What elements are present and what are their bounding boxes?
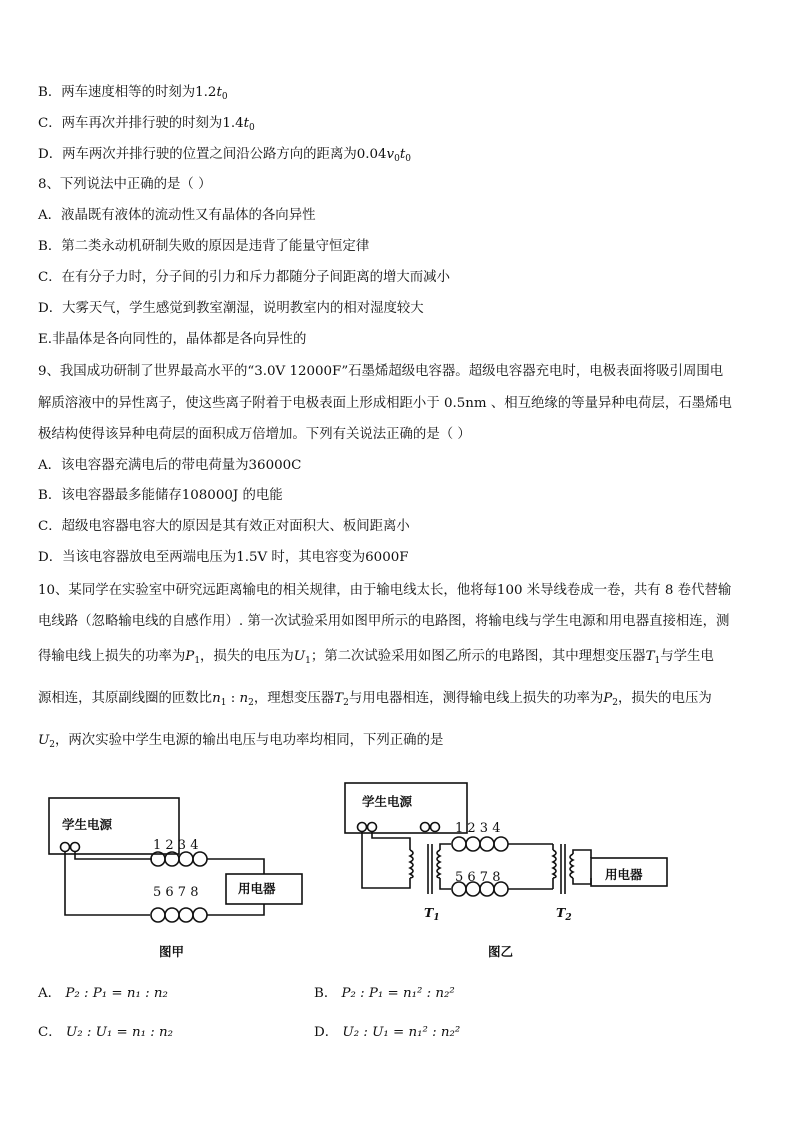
q7-option-d: D．两车两次并排行驶的位置之间沿公路方向的距离为$0.04v_0t_0$ [38, 147, 411, 164]
answer-a: A． P₂ : P₁ = n₁ : n₂ [38, 986, 168, 1001]
q8-stem: 8、下列说法中正确的是（ ） [38, 177, 212, 192]
q10-stem-line3: 得输电线上损失的功率为$P_1$，损失的电压为$U_1$；第二次试验采用如图乙所示的电路图，其中理想变压器$T_1$与学生电 [38, 649, 714, 666]
q9-option-a: A．该电容器充满电后的带电荷量为36000C [38, 458, 302, 473]
terminal-right [71, 843, 80, 852]
q9-stem-line2: 解质溶液中的异性离子，使这些离子附着于电极表面上形成相距小于 0.5nm 、相互绝缘的等量异种电荷层，石墨烯电 [38, 396, 732, 411]
yi-load-label: 用电器 [605, 867, 643, 882]
q8-option-b: B．第二类永动机研制失败的原因是违背了能量守恒定律 [38, 239, 370, 254]
q9-stem-line3: 极结构使得该异种电荷层的面积成万倍增加。下列有关说法正确的是（ ） [38, 427, 471, 442]
q9-option-d: D．当该电容器放电至两端电压为1.5V 时，其电容变为6000F [38, 550, 409, 565]
q9-stem-line1: 9、我国成功研制了世界最高水平的“3.0V 12000F”石墨烯超级电容器。超级电容器充电时，电极表面将吸引周围电 [38, 364, 724, 379]
yi-coil-bottom-numbers: 5 6 7 8 [455, 870, 501, 885]
jia-source-label: 学生电源 [62, 817, 113, 832]
q8-option-a: A．液晶既有液体的流动性又有晶体的各向异性 [38, 208, 316, 223]
q10-stem-line1: 10、某同学在实验室中研究远距离输电的相关规律，由于输电线太长，他将每100 米导线卷成一卷，共有 8 卷代替输 [38, 583, 732, 598]
q10-stem-line4: 源相连，其原副线圈的匝数比$n_1$ : $n_2$，理想变压器$T_2$与用电器相连，测得输电线上损失的功率为$P_2$，损失的电压为 [38, 691, 712, 708]
q8-option-e: E.非晶体是各向同性的，晶体都是各向异性的 [38, 332, 307, 347]
q9-option-c: C．超级电容器电容大的原因是其有效正对面积大、板间距离小 [38, 519, 410, 534]
yi-caption: 图乙 [488, 944, 514, 959]
q8-option-c: C．在有分子力时，分子间的引力和斥力都随分子间距离的增大而减小 [38, 270, 450, 285]
answer-c: C． U₂ : U₁ = n₁ : n₂ [38, 1025, 173, 1040]
answer-d: D． U₂ : U₁ = n₁² : n₂² [314, 1025, 461, 1040]
circuit-diagram-jia [36, 790, 326, 930]
answer-b: B． P₂ : P₁ = n₁² : n₂² [314, 986, 455, 1001]
jia-coil-top-numbers: 1 2 3 4 [153, 838, 199, 853]
q10-stem-line5: $U_2$，两次实验中学生电源的输出电压与电功率均相同，下列正确的是 [38, 733, 444, 750]
yi-t2-label: $T_2$ [556, 905, 572, 923]
yi-source-label: 学生电源 [362, 794, 413, 809]
q9-option-b: B．该电容器最多能储存108000J 的电能 [38, 488, 283, 503]
jia-load-label: 用电器 [238, 881, 276, 896]
yi-t1-label: $T_1$ [424, 905, 440, 923]
q7-option-c: C．两车再次并排行驶的时刻为$1.4t_0$ [38, 116, 255, 133]
q7-option-b: B．两车速度相等的时刻为$1.2t_0$ [38, 85, 228, 102]
q10-stem-line2: 电线路（忽略输电线的自感作用）. 第一次试验采用如图甲所示的电路图，将输电线与学生电源和用电器直接相连，测 [38, 614, 730, 629]
terminal-left [61, 843, 70, 852]
jia-coil-bottom-numbers: 5 6 7 8 [153, 885, 199, 900]
yi-coil-top-numbers: 1 2 3 4 [455, 821, 501, 836]
jia-caption: 图甲 [159, 944, 185, 959]
q8-option-d: D．大雾天气，学生感觉到教室潮湿，说明教室内的相对湿度较大 [38, 301, 424, 316]
